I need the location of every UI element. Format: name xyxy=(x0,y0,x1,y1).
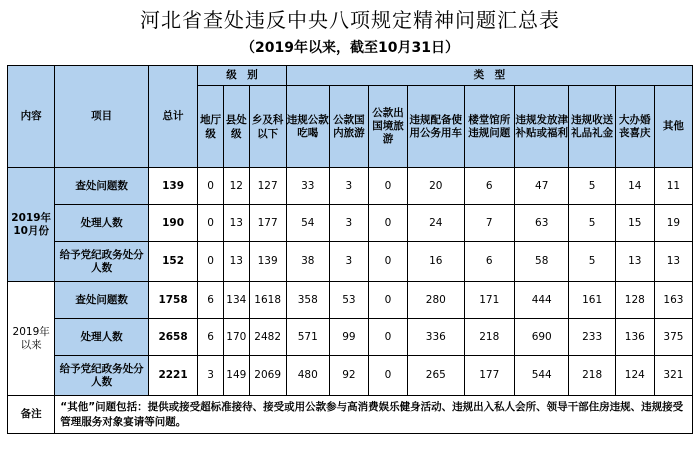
type-value: 92 xyxy=(329,356,368,396)
type-value: 11 xyxy=(654,168,692,205)
level-value: 177 xyxy=(249,205,286,242)
type-value: 16 xyxy=(408,242,465,282)
type-value: 124 xyxy=(615,356,654,396)
type-value: 7 xyxy=(464,205,514,242)
type-value: 444 xyxy=(514,282,569,319)
level-value: 13 xyxy=(223,205,249,242)
type-value: 6 xyxy=(464,168,514,205)
type-value: 336 xyxy=(408,319,465,356)
header-type-4: 违规配备使用公务用车 xyxy=(408,86,465,168)
type-value: 5 xyxy=(569,168,615,205)
type-value: 99 xyxy=(329,319,368,356)
level-value: 13 xyxy=(223,242,249,282)
type-value: 358 xyxy=(286,282,329,319)
level-value: 134 xyxy=(223,282,249,319)
row-total: 1758 xyxy=(148,282,197,319)
type-value: 3 xyxy=(329,205,368,242)
header-type-7: 违规收送礼品礼金 xyxy=(569,86,615,168)
level-value: 6 xyxy=(198,319,224,356)
type-value: 0 xyxy=(368,242,407,282)
summary-table xyxy=(7,65,693,434)
type-value: 375 xyxy=(654,319,692,356)
level-value: 1618 xyxy=(249,282,286,319)
header-level-group: 级 别 xyxy=(198,66,286,86)
remark-text: “其他”问题包括：提供或接受超标准接待、接受或用公款参与高消费娱乐健身活动、违规出入私人会所、领导干部住房违规、违规接受管理服务对象宴请等问题。 xyxy=(55,396,693,434)
row-total: 2221 xyxy=(148,356,197,396)
page-title: 河北省查处违反中央八项规定精神问题汇总表 xyxy=(140,8,560,32)
type-value: 161 xyxy=(569,282,615,319)
type-value: 0 xyxy=(368,168,407,205)
header-type-3: 公款出国境旅游 xyxy=(368,86,407,168)
level-value: 2069 xyxy=(249,356,286,396)
level-value: 2482 xyxy=(249,319,286,356)
type-value: 177 xyxy=(464,356,514,396)
header-content: 内容 xyxy=(8,66,55,168)
row-total: 139 xyxy=(148,168,197,205)
type-value: 13 xyxy=(654,242,692,282)
type-value: 14 xyxy=(615,168,654,205)
type-value: 0 xyxy=(368,282,407,319)
level-value: 0 xyxy=(198,242,224,282)
header-level-1: 地厅级 xyxy=(198,86,224,168)
type-value: 233 xyxy=(569,319,615,356)
type-value: 24 xyxy=(408,205,465,242)
type-value: 171 xyxy=(464,282,514,319)
type-value: 544 xyxy=(514,356,569,396)
page-subtitle: （2019年以来，截至10月31日） xyxy=(241,40,459,56)
header-type-6: 违规发放津补贴或福利 xyxy=(514,86,569,168)
period-label-1: 2019年10月份 xyxy=(8,168,55,282)
type-value: 3 xyxy=(329,168,368,205)
type-value: 480 xyxy=(286,356,329,396)
type-value: 58 xyxy=(514,242,569,282)
header-type-group: 类 型 xyxy=(286,66,692,86)
level-value: 170 xyxy=(223,319,249,356)
row-item-label: 处理人数 xyxy=(55,319,149,356)
row-item-label: 处理人数 xyxy=(55,205,149,242)
type-value: 47 xyxy=(514,168,569,205)
header-level-3: 乡及科以下 xyxy=(249,86,286,168)
row-item-label: 给予党纪政务处分人数 xyxy=(55,356,149,396)
type-value: 15 xyxy=(615,205,654,242)
level-value: 12 xyxy=(223,168,249,205)
header-type-5: 楼堂馆所违规问题 xyxy=(464,86,514,168)
header-level-2: 县处级 xyxy=(223,86,249,168)
type-value: 38 xyxy=(286,242,329,282)
level-value: 3 xyxy=(198,356,224,396)
header-total: 总计 xyxy=(148,66,197,168)
remark-label: 备注 xyxy=(8,396,55,434)
level-value: 6 xyxy=(198,282,224,319)
type-value: 54 xyxy=(286,205,329,242)
type-value: 0 xyxy=(368,205,407,242)
level-value: 127 xyxy=(249,168,286,205)
type-value: 218 xyxy=(464,319,514,356)
header-type-8: 大办婚丧喜庆 xyxy=(615,86,654,168)
period-label-2: 2019年以来 xyxy=(8,282,55,396)
type-value: 33 xyxy=(286,168,329,205)
header-type-9: 其他 xyxy=(654,86,692,168)
type-value: 128 xyxy=(615,282,654,319)
type-value: 280 xyxy=(408,282,465,319)
type-value: 136 xyxy=(615,319,654,356)
row-total: 190 xyxy=(148,205,197,242)
level-value: 0 xyxy=(198,205,224,242)
header-item: 项目 xyxy=(55,66,149,168)
type-value: 0 xyxy=(368,319,407,356)
row-item-label: 给予党纪政务处分人数 xyxy=(55,242,149,282)
type-value: 63 xyxy=(514,205,569,242)
type-value: 13 xyxy=(615,242,654,282)
type-value: 690 xyxy=(514,319,569,356)
type-value: 571 xyxy=(286,319,329,356)
type-value: 218 xyxy=(569,356,615,396)
type-value: 20 xyxy=(408,168,465,205)
level-value: 139 xyxy=(249,242,286,282)
level-value: 0 xyxy=(198,168,224,205)
row-item-label: 查处问题数 xyxy=(55,168,149,205)
type-value: 53 xyxy=(329,282,368,319)
type-value: 0 xyxy=(368,356,407,396)
row-total: 2658 xyxy=(148,319,197,356)
type-value: 321 xyxy=(654,356,692,396)
level-value: 149 xyxy=(223,356,249,396)
row-total: 152 xyxy=(148,242,197,282)
type-value: 5 xyxy=(569,205,615,242)
header-type-2: 公款国内旅游 xyxy=(329,86,368,168)
type-value: 265 xyxy=(408,356,465,396)
type-value: 3 xyxy=(329,242,368,282)
header-type-1: 违规公款吃喝 xyxy=(286,86,329,168)
type-value: 6 xyxy=(464,242,514,282)
type-value: 163 xyxy=(654,282,692,319)
type-value: 19 xyxy=(654,205,692,242)
type-value: 5 xyxy=(569,242,615,282)
row-item-label: 查处问题数 xyxy=(55,282,149,319)
